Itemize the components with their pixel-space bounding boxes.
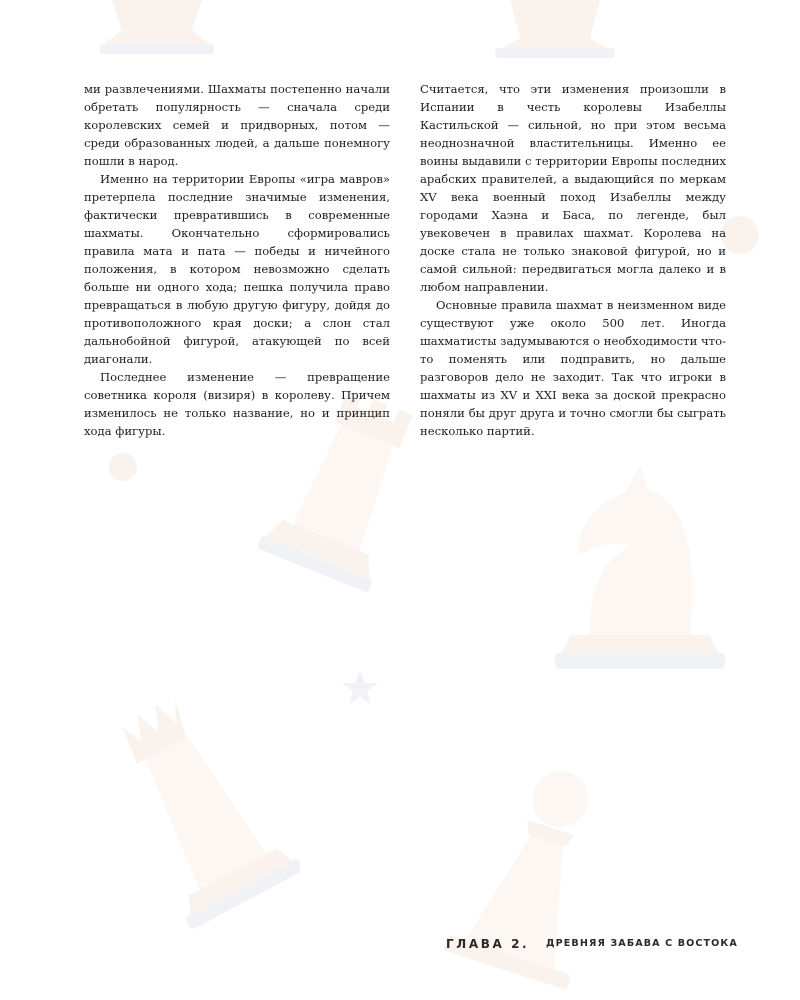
paragraph: Последнее изменение — превращение советника короля (визиря) в королеву. Причем изменилось не только название, но и принцип хода фигуры. xyxy=(84,370,390,438)
paragraph: Основные правила шахмат в неизменном виде существуют уже около 500 лет. Иногда шахматисты задумываются о необходимости что-то поменять или подправить, но дальше разговоров дело не заходит. Так что игроки в шахматы из XV и XXI века за доской прекрасно поняли бы друг друга и точно смогли бы сыграть несколько партий. xyxy=(420,298,726,438)
chapter-title: ДРЕВНЯЯ ЗАБАВА С ВОСТОКА xyxy=(546,938,738,949)
pawn-icon xyxy=(420,755,650,1000)
dot-icon xyxy=(108,452,138,482)
text-column-left xyxy=(84,80,390,440)
pawn-icon xyxy=(92,0,222,55)
running-footer xyxy=(446,937,736,953)
paragraph: Считается, что эти изменения произошли в Испании в честь королевы Изабеллы Кастильской — сильной, но при этом весьма неоднозначной властительницы. Именно ее воины выдавили с территории Европы последних арабских правителей, а выдающийся по меркам XV века военный поход Изабеллы между городами Хаэна и Баса, по легенде, был увековечен в правилах шахмат. Королева на доске стала не только знаковой фигурой, но и самой сильной: передвигаться могла далеко и в любом направлении. xyxy=(420,82,726,294)
knight-icon xyxy=(530,455,730,685)
rook-icon xyxy=(480,0,630,60)
star-icon xyxy=(340,668,380,708)
chapter-number: ГЛАВА 2. xyxy=(446,937,530,951)
queen-icon xyxy=(100,680,300,940)
dot-icon xyxy=(720,215,760,255)
paragraph: Именно на территории Европы «игра мавров» претерпела последние значимые изменения, фактически превратившись в современные шахматы. Окончательно сформировались правила мата и пата — победы и ничейного положения, в котором невозможно сделать больше ни одного хода; пешка получила право превращаться в любую другую фигуру, дойдя до противоположного края доски; а слон стал дальнобойной фигурой, атакующей по всей диагонали. xyxy=(84,172,390,366)
paragraph: ми развлечениями. Шахматы постепенно начали обретать популярность — сначала среди королевских семей и придворных, потом — среди образованных людей, а дальше понемногу пошли в народ. xyxy=(84,82,390,168)
text-column-right xyxy=(420,80,726,440)
